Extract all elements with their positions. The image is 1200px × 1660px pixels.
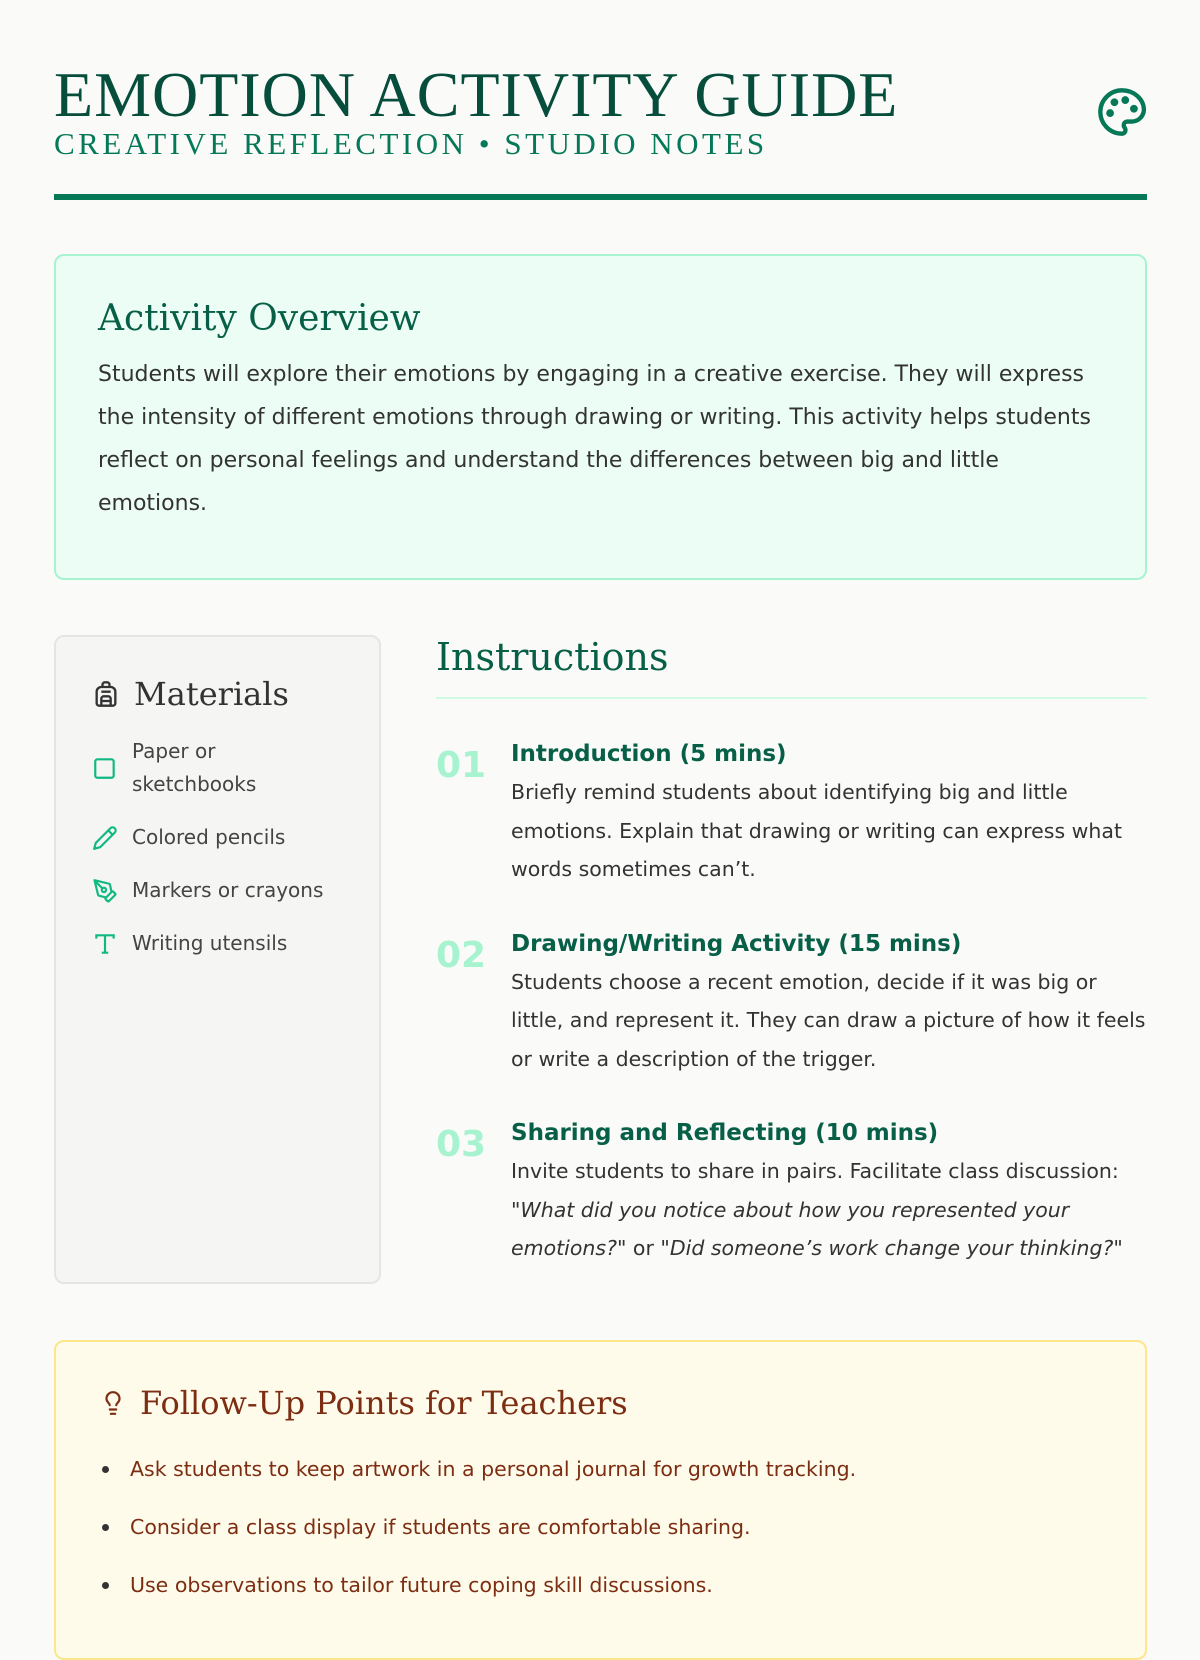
material-label: Markers or crayons [132,878,324,902]
step-text: Students choose a recent emotion, decide if it was big or little, and represent it. They can draw a picture of how it feels or write a description of the trigger. [511,969,1146,1071]
step-number: 03 [436,1124,487,1165]
or-text: or [626,1236,661,1260]
pen-tool-icon [92,878,118,904]
follow-up-item: Ask students to keep artwork in a personal journal for growth tracking. [100,1440,1101,1498]
page-title: EMOTION ACTIVITY GUIDE [54,59,899,130]
follow-up-card [54,1340,1147,1660]
instruction-step [436,931,1147,1079]
backpack-icon [92,679,120,709]
materials-card [54,635,381,1284]
header-divider [54,194,1147,200]
material-item [92,927,343,960]
step-text: Briefly remind students about identifying big and little emotions. Explain that drawing or writing can express what words sometimes can’t. [511,780,1122,881]
step-text [511,1152,1147,1268]
follow-up-item: Consider a class display if students are comfortable sharing. [100,1498,1101,1556]
question-2: "Did someone’s work change your thinking?" [660,1236,1123,1260]
instruction-step [436,741,1147,889]
lightbulb-icon [100,1387,126,1419]
instruction-step [436,1120,1147,1268]
follow-up-item: Use observations to tailor future coping skill discussions. [100,1556,1101,1614]
instructions-section [436,635,1147,1268]
step-text-intro: Invite students to share in pairs. Facilitate class discussion: [511,1159,1119,1183]
overview-title: Activity Overview [98,298,421,339]
step-title: Sharing and Reflecting (10 mins) [511,1120,939,1146]
square-icon [92,755,118,781]
follow-up-title: Follow-Up Points for Teachers [140,1384,628,1422]
palette-icon [1096,86,1148,138]
type-icon [92,931,118,957]
instructions-title: Instructions [436,635,1147,699]
step-number: 02 [436,934,487,976]
step-number: 01 [436,745,487,786]
question-1: "What did you notice about how you represented your emotions?" [511,1197,1070,1260]
material-item [92,821,343,854]
overview-text: Students will explore their emotions by engaging in a creative exercise. They will express the intensity of different emotions through drawing or writing. This activity helps students reflect on personal feelings and understand the differences between big and little emotions. [98,362,1091,516]
material-item [92,735,343,801]
activity-overview [54,254,1147,580]
step-title: Drawing/Writing Activity (15 mins) [511,930,962,957]
step-title: Introduction (5 mins) [511,741,787,767]
page-subtitle: CREATIVE REFLECTION • STUDIO NOTES [54,126,768,161]
material-label: Paper or sketchbooks [132,739,257,796]
pencil-icon [92,825,118,851]
material-item [92,874,343,907]
material-label: Writing utensils [132,931,288,955]
materials-title: Materials [134,675,289,713]
material-label: Colored pencils [132,825,286,849]
